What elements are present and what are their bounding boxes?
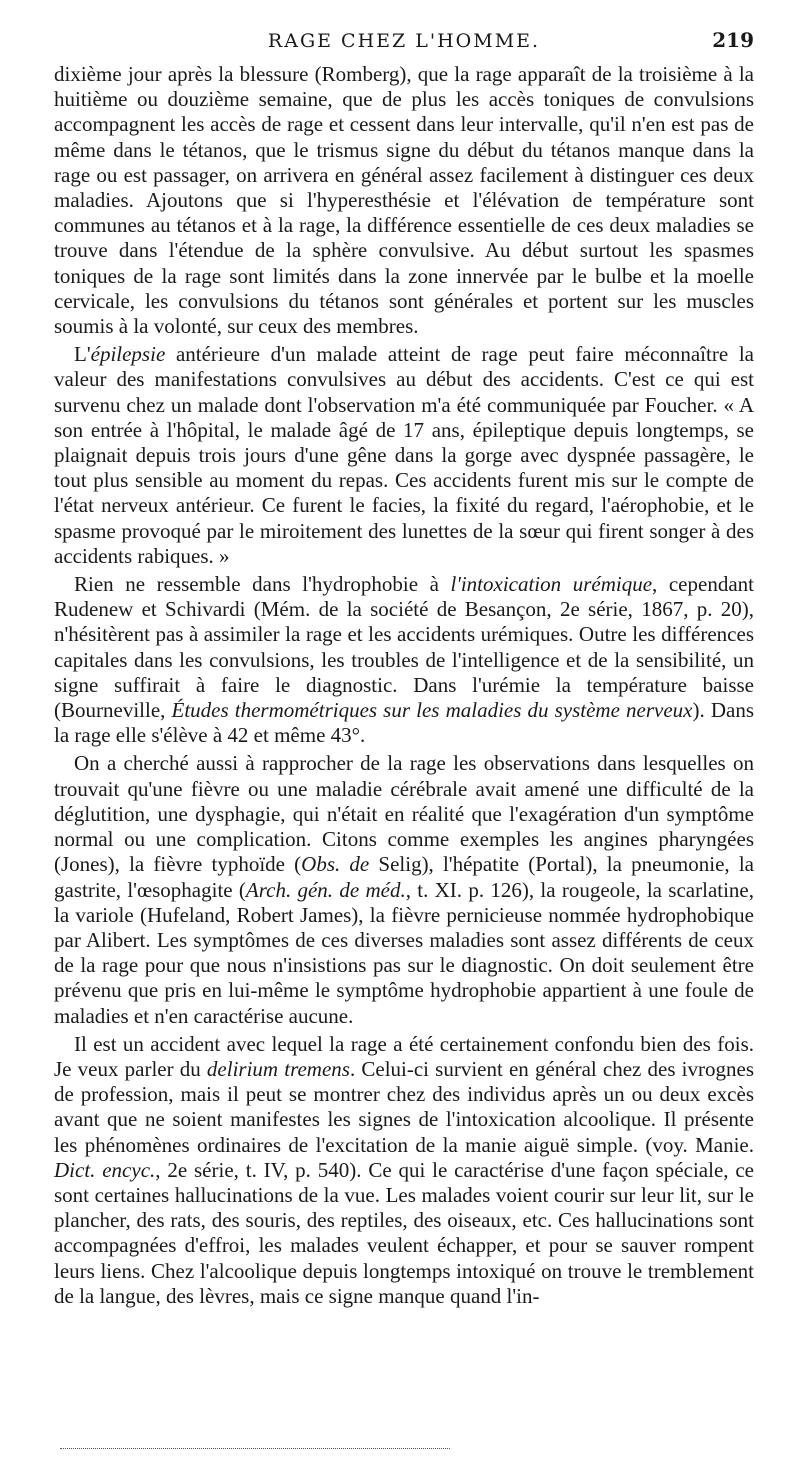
text-run: antérieure d'un malade atteint de rage peut faire méconnaître la valeur des manifestations convulsives au début des accidents. C'est ce qui est survenu chez un malade dont l'observation m'a été communiquée par Foucher. « A son entrée à l'hôpital, le malade âgé de 17 ans, épileptique depuis longtemps, se plaignait depuis trois jours d'une gêne dans la gorge avec dyspnée passagère, le tout plus sensible au moment du repas. Ces accidents furent mis sur le compte de l'état nerveux antérieur. Ce furent le facies, la fixité du regard, l'aérophobie, et le spasme provoqué par le miroitement des lunettes de la sœur qui firent songer à des accidents rabiques. »: [54, 342, 754, 568]
text-run: L': [74, 342, 91, 367]
text-run: Il est un accident avec lequel la rage a été certainement confondu bien des fois. Je veux parler du: [54, 1031, 754, 1081]
paragraph-dysphagie: [54, 751, 754, 1028]
text-run: ). Dans la rage elle s'élève à 42 et même 43°.: [54, 698, 755, 748]
text-run: , cependant Rudenew et Schivardi (Mém. de la société de Besançon, 2e série, 1867, p. 20), n'hésitèrent pas à assimiler la rage et les accidents urémiques. Outre les différences capitales dans les convulsions, les troubles de l'intelligence et de la sensibilité, un signe suffirait à faire le diagnostic. Dans l'urémie la température baisse (Bourneville,: [54, 572, 754, 723]
text-run: , t. XI. p. 126), la rougeole, la scarlatine, la variole (Hufeland, Robert James), la fièvre pernicieuse nommée hydrophobique par Alibert. Les symptômes de ces diverses maladies sont assez différents de ceux de la rage pour que nous n'insistions pas sur le diagnostic. On doit seulement être prévenu que pris en lui-même le symptôme hydrophobie appartient à une foule de maladies et n'en caractérise aucune.: [54, 877, 754, 1028]
running-title: RAGE CHEZ L'HOMME.: [267, 30, 541, 52]
italic-text: Arch. gén. de méd.: [245, 877, 406, 902]
text-run: On a cherché aussi à rapprocher de la rage les observations dans lesquelles on trouvait qu'une fièvre ou une maladie cérébrale avait amené une difficulté de la déglutition, une dysphagie, qui n'était en réalité que l'exagération d'un symptôme normal ou une complication. Citons comme exemples les angines pharyngées (Jones), la fièvre typhoïde (: [54, 751, 754, 877]
page-number: 219: [712, 28, 754, 52]
italic-text: Études thermométriques sur les maladies du système nerveux: [171, 698, 693, 723]
italic-text: l'intoxication urémique: [450, 572, 653, 597]
paragraph-tetanos-comparison: [54, 62, 754, 339]
paragraph-delirium-tremens: [54, 1032, 754, 1309]
text-run: , 2e série, t. IV, p. 540). Ce qui le caractérise d'une façon spéciale, ce sont certaines hallucinations de la vue. Les malades voient courir sur leur lit, sur le plancher, des rats, des souris, des reptiles, des oiseaux, etc. Ces hallucinations sont accompagnées d'effroi, les malades veulent échapper, et pour se sauver rompent leurs liens. Chez l'alcoolique depuis longtemps intoxiqué on trouve le tremblement de la langue, des lèvres, mais ce signe manque quand l'in-: [54, 1157, 754, 1308]
italic-text: Obs. de: [301, 852, 370, 877]
text-run: . Celui-ci survient en général chez des ivrognes de profession, mais il peut se montrer chez des individus après un ou deux excès avant que ne soient manifestes les signes de l'intoxication alcoolique. Il présente les phénomènes ordinaires de l'excitation de la manie aiguë simple. (voy. Manie.: [54, 1056, 755, 1157]
text-run: Selig), l'hépatite (Portal), la pneumonie, la gastrite, l'œsophagite (: [54, 852, 754, 902]
italic-text: delirium tremens: [206, 1056, 350, 1081]
footer-dotted-rule: [60, 1448, 450, 1449]
text-run: Rien ne ressemble dans l'hydrophobie à: [74, 572, 451, 597]
text-run: dixième jour après la blessure (Romberg), que la rage apparaît de la troisième à la huitième ou douzième semaine, que de plus les accès toniques de convulsions accompagnent les accès de rage et cessent dans leur intervalle, qu'il n'en est pas de même dans le tétanos, que le trismus signe du début du tétanos manque dans la rage ou est passager, on arrivera en général assez facilement à distinguer ces deux maladies. Ajoutons que si l'hyperesthésie et l'élévation de température sont communes au tétanos et à la rage, la différence essentielle de ces deux maladies se trouve dans l'étendue de la sphère convulsive. Au début surtout les spasmes toniques de la rage sont limités dans la zone innervée par le bulbe et la moelle cervicale, les convulsions du tétanos sont générales et portent sur les muscles soumis à la volonté, sur ceux des membres.: [54, 62, 754, 339]
paragraph-intoxication-uremique: [54, 572, 754, 748]
italic-text: épilepsie: [90, 342, 166, 367]
page-header: [54, 0, 754, 62]
body-text: [54, 62, 754, 1309]
italic-text: Dict. encyc.: [54, 1157, 156, 1182]
paragraph-epilepsie: [54, 342, 754, 569]
